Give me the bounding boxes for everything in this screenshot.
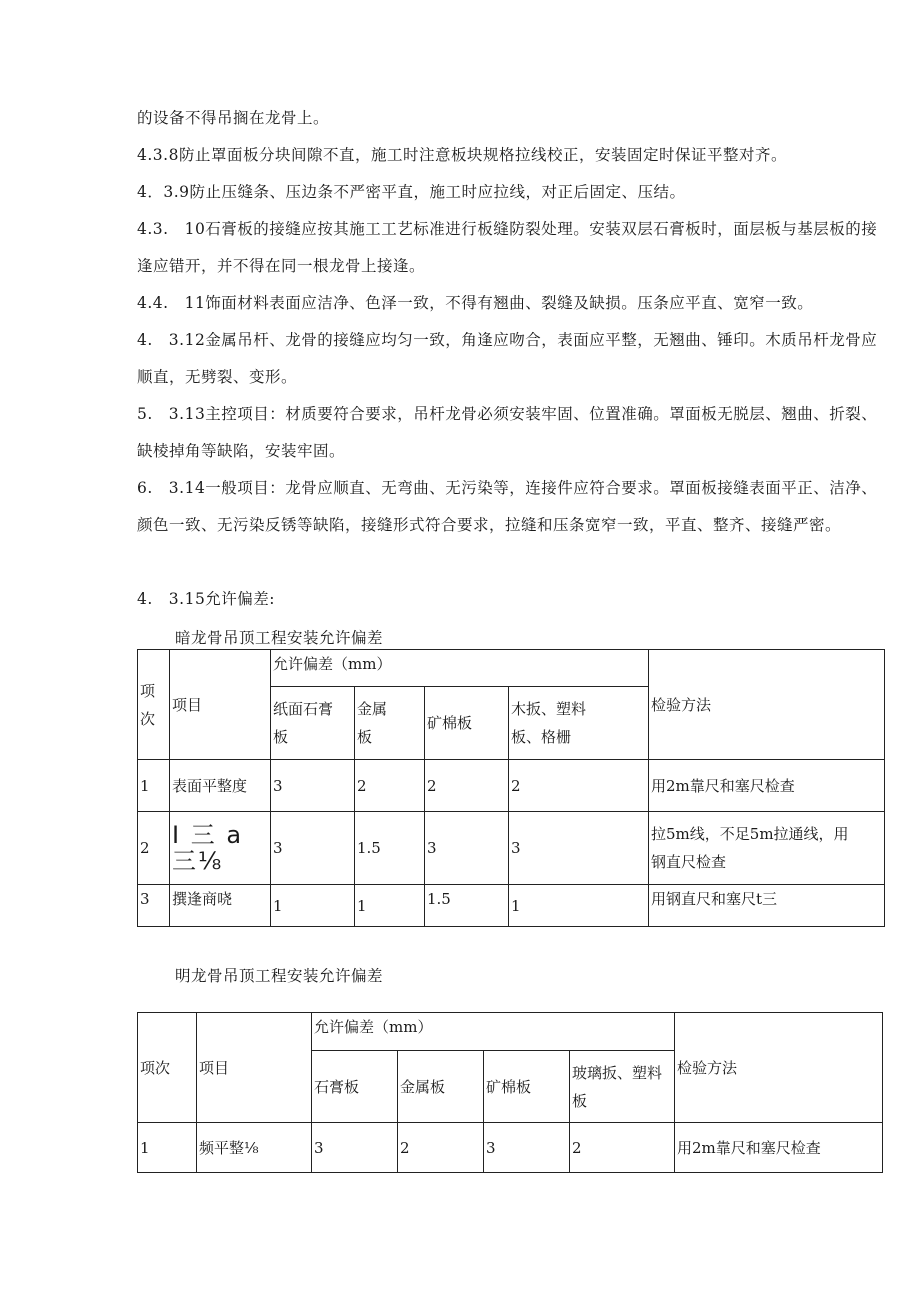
paragraph: 4.3.8防止罩面板分块间隙不直，施工时注意板块规格拉线校正，安装固定时保证平整对齐。 bbox=[137, 146, 787, 164]
table-row bbox=[138, 760, 885, 812]
cell-value: 3 bbox=[312, 1123, 398, 1173]
tolerance-table-exposed bbox=[137, 1012, 883, 1173]
header-subcol: 纸面石膏 板 bbox=[271, 687, 355, 760]
cell-method: 用2m靠尺和塞尺检查 bbox=[649, 760, 885, 812]
cell-value: 2 bbox=[570, 1123, 675, 1173]
cell-item: 撰逢商哓 bbox=[170, 885, 271, 927]
paragraph: 4.4. 11饰面材料表面应洁净、色泽一致，不得有翘曲、裂缝及缺损。压条应平直、宽窄一致。 bbox=[137, 294, 814, 312]
cell-index: 2 bbox=[138, 812, 170, 885]
header-method: 检验方法 bbox=[649, 650, 885, 760]
cell-value: 2 bbox=[355, 760, 425, 812]
cell-value: 1 bbox=[355, 885, 425, 927]
cell-value: 3 bbox=[509, 812, 649, 885]
table-row bbox=[138, 885, 885, 927]
tolerance-table-concealed bbox=[137, 649, 885, 927]
header-subcol: 矿棉板 bbox=[425, 687, 509, 760]
table-caption: 明龙骨吊顶工程安装允许偏差 bbox=[175, 967, 384, 985]
cell-method: 拉5m线，不足5m拉通线，用 钢直尺检查 bbox=[649, 812, 885, 885]
paragraph: 4.3. 10石膏板的接缝应按其施工工艺标准进行板缝防裂处理。安装双层石膏板时，面层板与基层板的接逢应错开，并不得在同一根龙骨上接逢。 bbox=[137, 220, 878, 275]
cell-value: 1 bbox=[509, 885, 649, 927]
cell-item: 频平整⅛ bbox=[197, 1123, 312, 1173]
header-subcol: 玻璃扳、塑料 板 bbox=[570, 1051, 675, 1123]
table-row bbox=[138, 812, 885, 885]
header-item: 项目 bbox=[170, 650, 271, 760]
cell-index: 1 bbox=[138, 760, 170, 812]
paragraph: 6. 3.14一般项目：龙骨应顺直、无弯曲、无污染等，连接件应符合要求。罩面板接缝表面平正、洁净、颜色一致、无污染反锈等缺陷，接缝形式符合要求，拉缝和压条宽窄一致，平直、整齐、接缝严密。 bbox=[137, 479, 878, 534]
paragraph: 4．3.9防止压缝条、压边条不严密平直，施工时应拉线，对正后固定、压结。 bbox=[137, 183, 686, 201]
cell-value: 1 bbox=[271, 885, 355, 927]
cell-value: 1.5 bbox=[355, 812, 425, 885]
paragraph: 4. 3.12金属吊杆、龙骨的接缝应均匀一致，角逢应吻合，表面应平整，无翘曲、锤印。木质吊杆龙骨应顺直，无劈裂、变形。 bbox=[137, 331, 878, 386]
paragraph: 4. 3.15允许偏差: bbox=[137, 590, 276, 608]
table-row bbox=[138, 1123, 883, 1173]
cell-value: 3 bbox=[484, 1123, 570, 1173]
paragraph: 5. 3.13主控项目：材质要符合要求，吊杆龙骨必须安装牢固、位置准确。罩面板无脱层、翘曲、折裂、缺棱掉角等缺陷，安装牢固。 bbox=[137, 405, 878, 460]
cell-item: 表面平整度 bbox=[170, 760, 271, 812]
cell-value: 2 bbox=[398, 1123, 484, 1173]
cell-index: 1 bbox=[138, 1123, 197, 1173]
header-subcol: 金属板 bbox=[398, 1051, 484, 1123]
header-index: 项 次 bbox=[138, 650, 170, 760]
header-tolerance: 允许偏差（mm） bbox=[312, 1013, 675, 1051]
cell-value: 3 bbox=[271, 760, 355, 812]
header-subcol: 石膏板 bbox=[312, 1051, 398, 1123]
cell-value: 3 bbox=[271, 812, 355, 885]
header-method: 检验方法 bbox=[675, 1013, 883, 1123]
header-subcol: 金属 板 bbox=[355, 687, 425, 760]
cell-method: 用钢直尺和塞尺t三 bbox=[649, 885, 885, 927]
header-subcol: 矿棉板 bbox=[484, 1051, 570, 1123]
cell-index: 3 bbox=[138, 885, 170, 927]
header-item: 项目 bbox=[197, 1013, 312, 1123]
paragraph: 的设备不得吊搁在龙骨上。 bbox=[137, 109, 330, 127]
header-subcol: 木扳、塑料 板、格栅 bbox=[509, 687, 649, 760]
cell-value: 1.5 bbox=[425, 885, 509, 927]
table-caption: 暗龙骨吊顶工程安装允许偏差 bbox=[175, 629, 384, 647]
cell-item: I 三 a 三⅛ bbox=[170, 812, 271, 885]
cell-value: 3 bbox=[425, 812, 509, 885]
header-index: 项次 bbox=[138, 1013, 197, 1123]
cell-value: 2 bbox=[425, 760, 509, 812]
cell-method: 用2m靠尺和塞尺检查 bbox=[675, 1123, 883, 1173]
header-tolerance: 允许偏差（mm） bbox=[271, 650, 649, 687]
cell-value: 2 bbox=[509, 760, 649, 812]
